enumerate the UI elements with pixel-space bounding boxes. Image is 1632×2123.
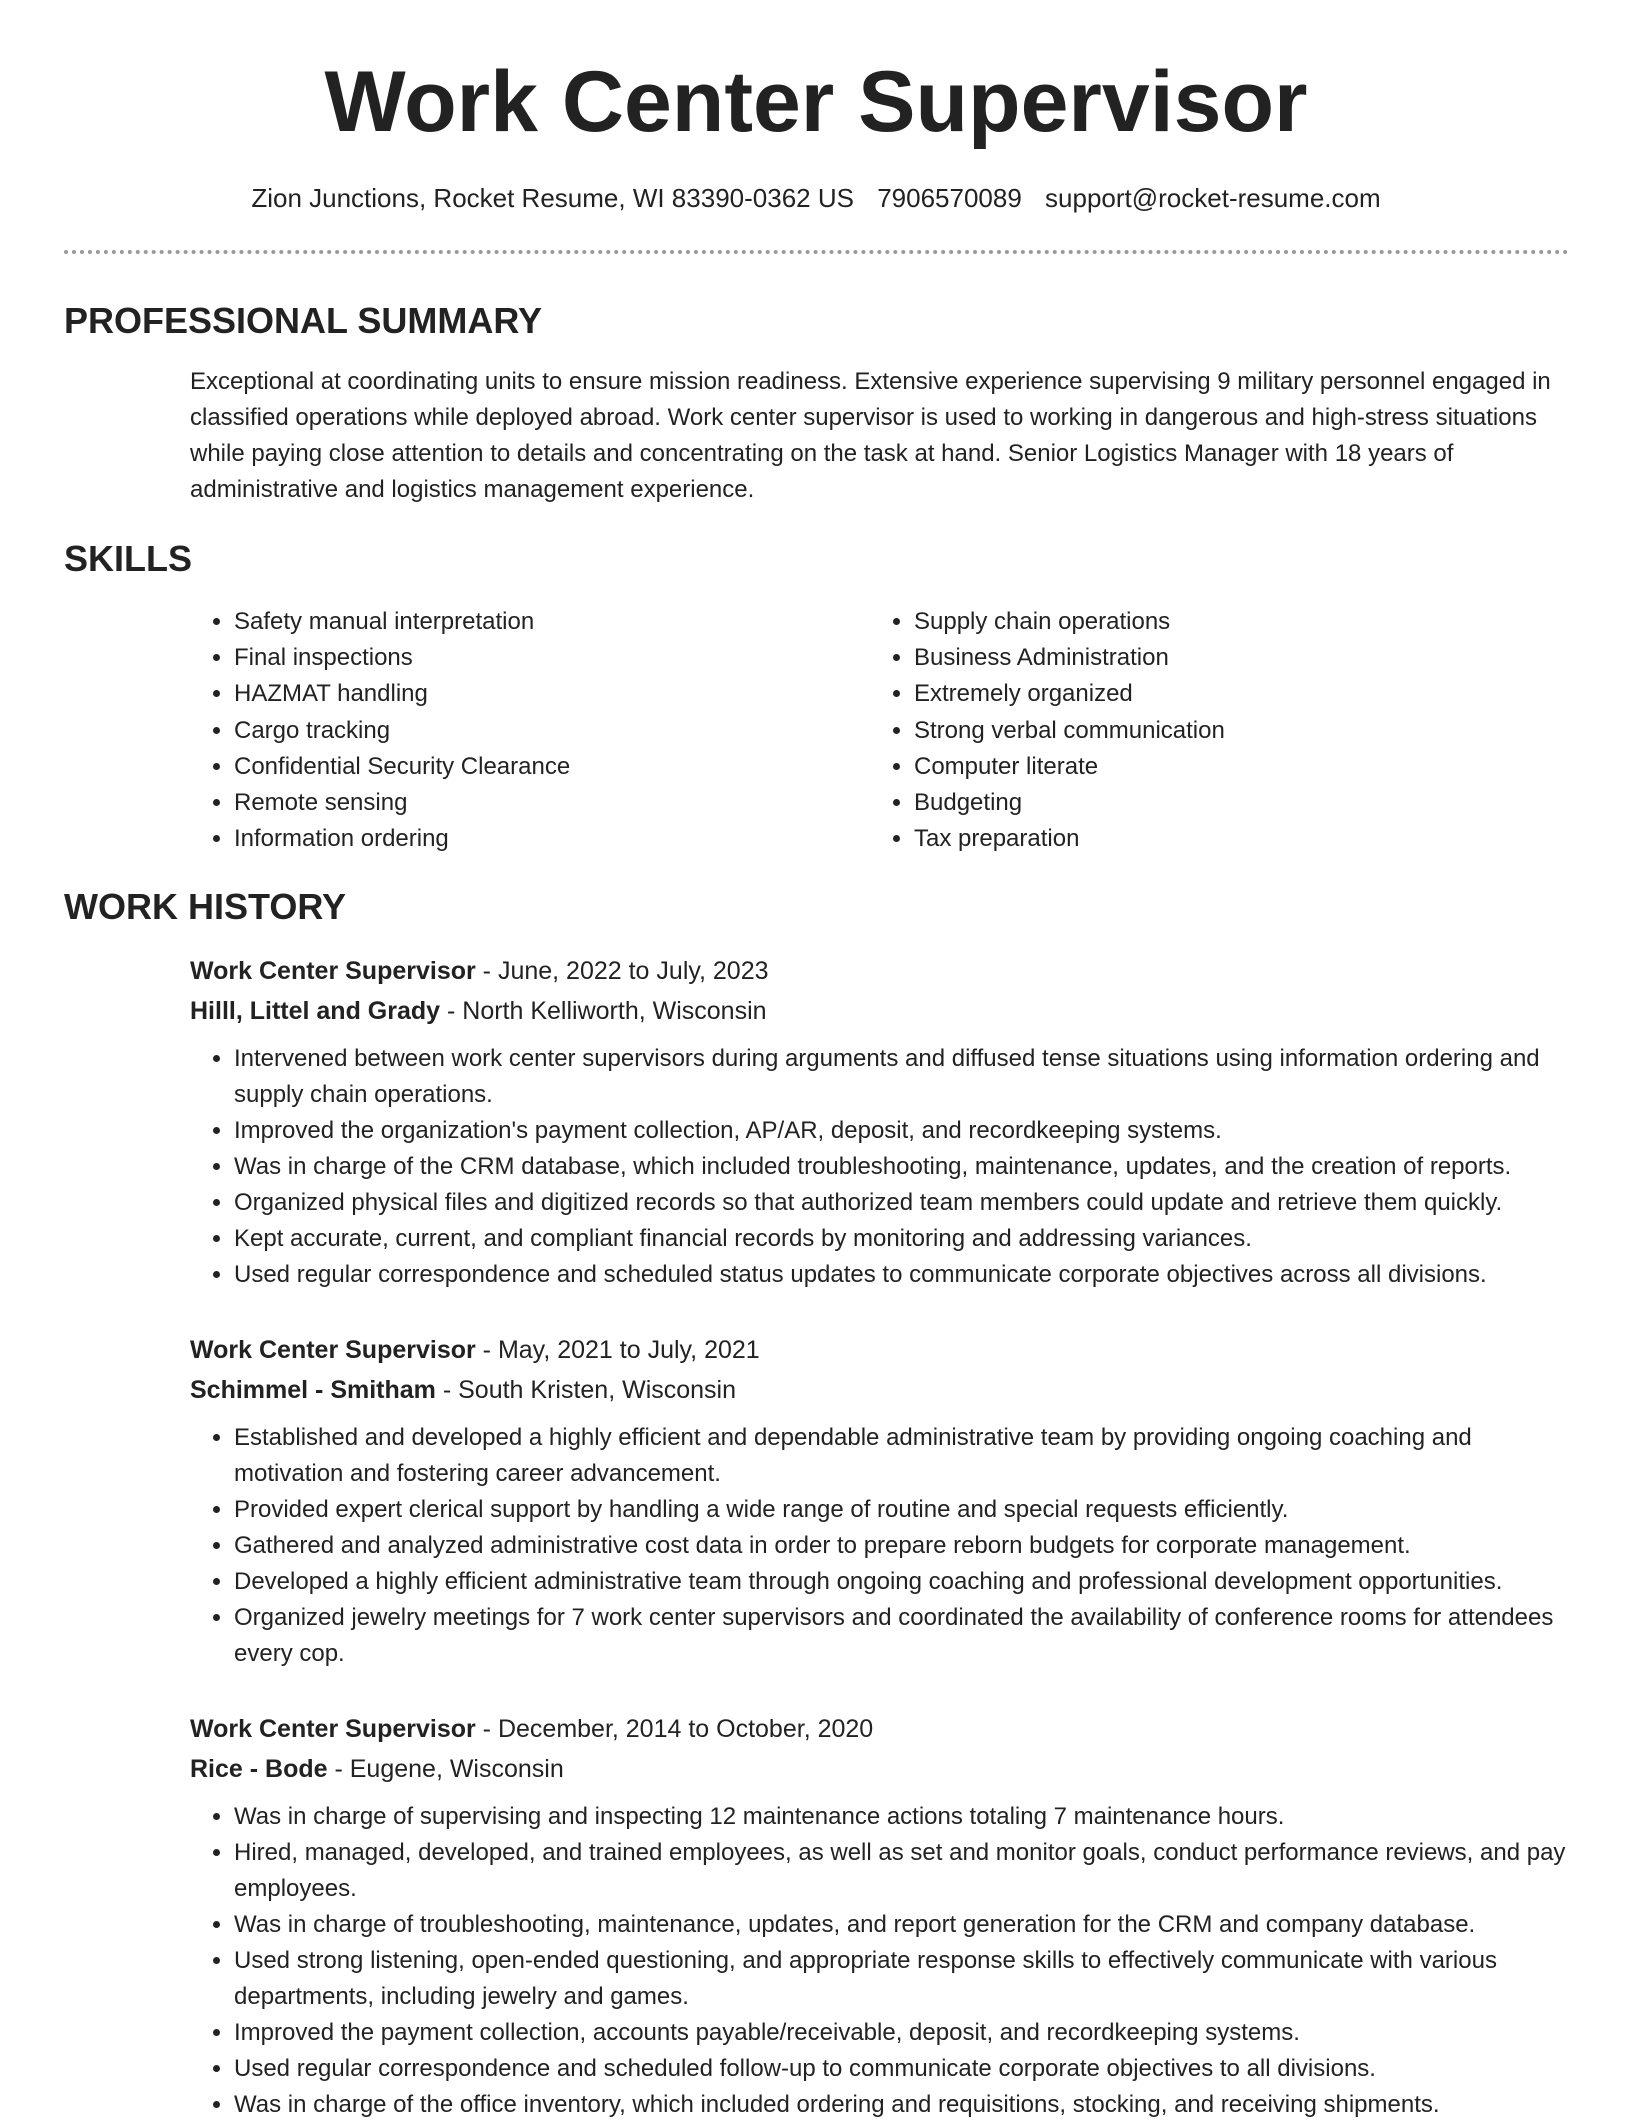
work-history-heading: WORK HISTORY (64, 886, 347, 927)
job-company-line (190, 991, 1570, 1031)
job-company: Hilll, Littel and Grady (190, 997, 441, 1025)
job-location: - North Kelliworth, Wisconsin (440, 997, 767, 1025)
header-divider (64, 250, 1569, 254)
job-role: Work Center Supervisor (190, 957, 476, 985)
job-title-line (190, 1330, 1570, 1370)
summary-heading: PROFESSIONAL SUMMARY (64, 300, 543, 341)
job-bullet: • Improved the organization's payment collection, AP/AR, deposit, and recordkeeping systems. (234, 1113, 1570, 1149)
job-bullet: • Developed a highly efficient administrative team through ongoing coaching and professional development opportunities. (234, 1564, 1570, 1600)
job-company-line (190, 1749, 1570, 1789)
job-bullet: • Kept accurate, current, and compliant financial records by monitoring and addressing variances. (234, 1221, 1570, 1257)
job-bullet: • Hired, managed, developed, and trained employees, as well as set and monitor goals, conduct performance reviews, and pay employees. (234, 1835, 1570, 1907)
job-dates: - December, 2014 to October, 2020 (475, 1715, 874, 1743)
job-bullet: • Used strong listening, open-ended questioning, and appropriate response skills to effectively communicate with various departments, including jewelry and games. (234, 1943, 1570, 2015)
contact-email: support@rocket-resume.com (1045, 183, 1381, 213)
skill-item: • Information ordering (234, 821, 854, 857)
contact-line (0, 178, 1632, 218)
job-title-line (190, 951, 1570, 991)
job-bullet: • Was in charge of troubleshooting, maintenance, updates, and report generation for the CRM and company database. (234, 1907, 1570, 1943)
skill-item: • Strong verbal communication (914, 713, 1594, 749)
summary-text: Exceptional at coordinating units to ensure mission readiness. Extensive experience supervising 9 military personnel engaged in classified operations while deployed abroad. Work center supervisor is used to working in dangerous and high-stress situations while paying close attention to details and concentrating on the task at hand. Senior Logistics Manager with 18 years of administrative and logistics management experience. (190, 368, 1551, 503)
job-company-line (190, 1370, 1570, 1410)
skill-item: • Cargo tracking (234, 713, 854, 749)
contact-phone: 7906570089 (877, 183, 1022, 213)
job-bullets (190, 1041, 1570, 1293)
skills-list-right (870, 604, 1594, 857)
job-entry (190, 951, 1570, 1293)
job-dates: - June, 2022 to July, 2023 (475, 957, 769, 985)
resume-name: Work Center Supervisor (324, 54, 1308, 150)
job-company: Schimmel - Smitham (190, 1376, 436, 1404)
job-bullet: • Intervened between work center supervisors during arguments and diffused tense situations using information ordering and supply chain operations. (234, 1041, 1570, 1113)
job-bullet: • Established and developed a highly efficient and dependable administrative team by providing ongoing coaching and motivation and fostering career advancement. (234, 1420, 1570, 1492)
job-entry (190, 1330, 1570, 1672)
skill-item: • Final inspections (234, 640, 854, 676)
job-bullet: • Gathered and analyzed administrative cost data in order to prepare reborn budgets for corporate management. (234, 1528, 1570, 1564)
skill-item: • Supply chain operations (914, 604, 1594, 640)
job-bullet: • Was in charge of the CRM database, which included troubleshooting, maintenance, updates, and the creation of reports. (234, 1149, 1570, 1185)
skill-item: • Computer literate (914, 749, 1594, 785)
job-location: - Eugene, Wisconsin (327, 1755, 564, 1783)
contact-address: Zion Junctions, Rocket Resume, WI 83390-0362 US (251, 183, 854, 213)
job-bullet: • Was in charge of the office inventory, which included ordering and requisitions, stocking, and receiving shipments. (234, 2087, 1570, 2123)
job-bullet: • Used regular correspondence and scheduled status updates to communicate corporate objectives across all divisions. (234, 1257, 1570, 1293)
job-bullet: • Was in charge of supervising and inspecting 12 maintenance actions totaling 7 maintenance hours. (234, 1799, 1570, 1835)
job-entry (190, 1709, 1570, 2123)
job-bullets (190, 1799, 1570, 2123)
job-role: Work Center Supervisor (190, 1715, 476, 1743)
skill-item: • Business Administration (914, 640, 1594, 676)
skill-item: • Extremely organized (914, 676, 1594, 712)
skill-item: • HAZMAT handling (234, 676, 854, 712)
job-title-line (190, 1709, 1570, 1749)
skill-item: • Budgeting (914, 785, 1594, 821)
skill-item: • Confidential Security Clearance (234, 749, 854, 785)
job-location: - South Kristen, Wisconsin (435, 1376, 737, 1404)
job-bullet: • Provided expert clerical support by handling a wide range of routine and special requests efficiently. (234, 1492, 1570, 1528)
skill-item: • Tax preparation (914, 821, 1594, 857)
job-company: Rice - Bode (190, 1755, 328, 1783)
job-bullet: • Organized physical files and digitized records so that authorized team members could update and retrieve them quickly. (234, 1185, 1570, 1221)
skills-heading: SKILLS (64, 538, 193, 579)
job-bullet: • Used regular correspondence and scheduled follow-up to communicate corporate objectives to all divisions. (234, 2051, 1570, 2087)
skill-item: • Remote sensing (234, 785, 854, 821)
skills-list-left (190, 604, 854, 857)
job-bullet: • Improved the payment collection, accounts payable/receivable, deposit, and recordkeeping systems. (234, 2015, 1570, 2051)
skill-item: • Safety manual interpretation (234, 604, 854, 640)
job-bullet: • Organized jewelry meetings for 7 work center supervisors and coordinated the availability of conference rooms for attendees every cop. (234, 1600, 1570, 1672)
job-bullets (190, 1420, 1570, 1672)
job-dates: - May, 2021 to July, 2021 (475, 1336, 760, 1364)
job-role: Work Center Supervisor (190, 1336, 476, 1364)
